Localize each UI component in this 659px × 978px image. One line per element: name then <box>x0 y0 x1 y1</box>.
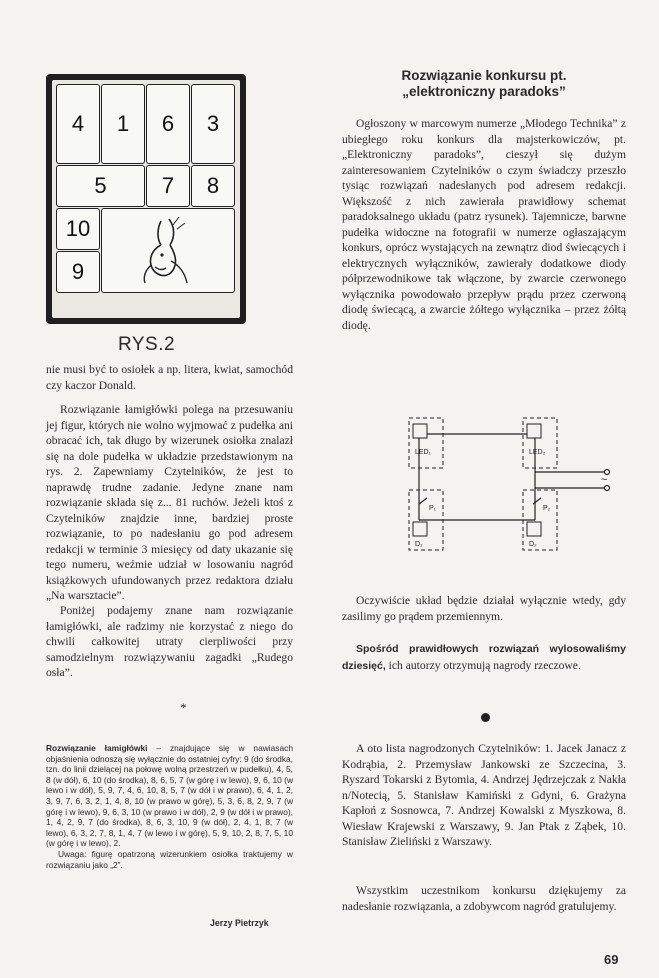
solution-box <box>46 743 293 870</box>
puzzle-tile: 9 <box>56 251 100 293</box>
puzzle-tile: 1 <box>101 84 145 164</box>
right-paragraph: Ogłoszony w marcowym numerze „Młodego Technika” z ubiegłego roku konkurs dla majsterkowiczów, pt. „Elektroniczny paradoks”, cieszył się dużym zainteresowaniem Czytelników o czym świadczy przeszło tysiąc rozwiązań nadesłanych pod adresem redakcji. Większość z nich zawierała prawidłowy schemat paradoksalnego układu (patrz rysunek). Tajemnicze, barwne pudełka widoczne na fotografii w numerze ogłaszającym konkurs, oprócz wystających na zewnątrz diod świecących i elektrycznych wyłączników, zawierały dodatkowe diody półprzewodnikowe tak włączone, by zwarcie czerwonego wyłącznika powodowało przepływ prądu przez czerwoną diodę świecącą, a zwarcie żółtego wyłącznika – przez żółtą diodę. <box>342 117 626 332</box>
circuit-source-label: ~ <box>601 474 608 486</box>
left-paragraph: Poniżej podajemy znane nam rozwiązanie łamigłówki, ale radzimy nie korzystać z niego do chwili całkowitej utraty cierpliwości przy samodzielnym rozwiązywaniu zagadki „Rudego osła”. <box>46 604 293 679</box>
article-heading <box>342 68 626 100</box>
puzzle-tile: 10 <box>56 208 100 250</box>
puzzle-tile: 7 <box>146 165 190 207</box>
right-paragraph: Wszystkim uczestnikom konkursu dziękujemy za nadesłanie rozwiązania, a zdobywcom nagród gratulujemy. <box>342 884 626 913</box>
circuit-p1-label: P₁ <box>429 505 437 512</box>
section-bullet <box>481 713 490 722</box>
circuit-d1-label: D₁ <box>415 541 423 548</box>
left-paragraph: Rozwiązanie łamigłówki polega na przesuwaniu jej figur, których nie wolno wyjmować z pudełka ani obracać ich, tak długo by wizerunek osiołka znalazł się na dole pudełka w układzie przedstawionym na rys. 2. Zapewniamy Czytelników, że jest to naprawdę trudne zadanie. Jedyne znane nam rozwiązanie składa się z... 81 ruchów. Jeżeli ktoś z Czytelników znajdzie inne, bardziej proste rozwiązanie, to po nadesłaniu go pod adresem redakcji w terminie 3 miesięcy od daty ukazanie się tego numeru, weźmie udział w losowaniu nagród książkowych ufundowanych przez redaktora działu „Na warsztacie”. <box>46 403 293 602</box>
puzzle-figure <box>46 74 246 324</box>
right-paragraph <box>342 641 626 674</box>
article-title: Rozwiązanie konkursu pt. <box>401 68 567 83</box>
puzzle-tile: 5 <box>56 165 145 207</box>
left-paragraph: nie musi być to osiołek a np. litera, kwiat, samochód czy kaczor Donald. <box>46 363 293 392</box>
circuit-d2-label: D₂ <box>529 541 537 548</box>
donkey-icon <box>133 215 203 287</box>
author-name: Jerzy Pietrzyk <box>210 918 269 928</box>
right-paragraph: Oczywiście układ będzie działał wyłącznie wtedy, gdy zasilimy go prądem przemiennym. <box>342 594 626 623</box>
circuit-p2-label: P₂ <box>543 505 551 512</box>
winners-list: A oto lista nagrodzonych Czytelników: 1. Jacek Janacz z Kodrąbia, 2. Przemysław Jankowski ze Szczecina, 3. Ryszard Tokarski z Bytomia, 4. Andrzej Jędrzejczak z Nakła n/Notecią, 5. Stanisław Kamiński z Gdyni, 6. Grażyna Kapłoń z Sosnowca, 7. Andrzej Kowalski z Myszkowa, 8. Wiesław Krajewski z Warszawy, 9. Jan Ptak z Ząbek, 10. Stanisław Zieliński z Warszawy. <box>342 742 626 848</box>
puzzle-tile: 6 <box>146 84 190 164</box>
circuit-diagram <box>395 412 625 562</box>
puzzle-tile: 3 <box>191 84 235 164</box>
solution-note: Uwaga: figurę opatrzoną wizerunkiem osiołka traktujemy w rozwiązaniu jako „2”. <box>46 848 293 870</box>
donkey-tile <box>101 208 235 293</box>
section-star: * <box>180 700 187 715</box>
page-number: 69 <box>604 952 619 967</box>
solution-title: Rozwiązanie łamigłówki <box>46 743 148 753</box>
lottery-rest: ich autorzy otrzymują nagrody rzeczowe. <box>385 658 581 672</box>
solution-text: – znajdujące się w nawiasach objaśnienia odnoszą się wyłącznie do ostatniej cyfry: 9 (do środka, tzn. do linii dzielącej na połowę wolną przestrzeń w pudełku), 4, 5, 8 (w dół), 6, 10 (do środka), 8, 6, 5, 7 (w górę i w lewo), 9, 6, 10 (w lewo i w dół), 5, 9, 7, 4, 6, 10, 8, 5, 7 (w dół i w prawo), 6, 4, 1, 2, 3, 9, 7, 6, 3, 2, 1, 4, 8, 10 (w prawo w górę), 5, 3, 6, 8, 2, 9, 7 (w górę i w lewo), 9, 6, 3, 10 (w prawo i w dół), 2, 9 (w dół i w prawo), 1, 4, 2, 9, 7 (do środka), 8, 6, 3, 10, 9 (w dół), 2, 4, 1, 8, 7 (w lewo), 6, 3, 2, 7, 8, 1, 4, 7 (w lewo i w górę), 5, 9, 10, 2, 8, 7, 5, 10 (w górę i w lewo), 2. <box>46 743 293 849</box>
puzzle-tile: 8 <box>191 165 235 207</box>
circuit-led2-label: LED₂ <box>529 449 546 456</box>
article-subtitle: „elektroniczny paradoks” <box>402 84 566 99</box>
figure-caption: RYS.2 <box>118 334 176 355</box>
lottery-bold: Spośród prawidłowych rozwiązań wylosowaliśmy dziesięć, <box>342 643 626 672</box>
circuit-led1-label: LED₁ <box>415 449 431 456</box>
puzzle-tile: 4 <box>56 84 100 164</box>
